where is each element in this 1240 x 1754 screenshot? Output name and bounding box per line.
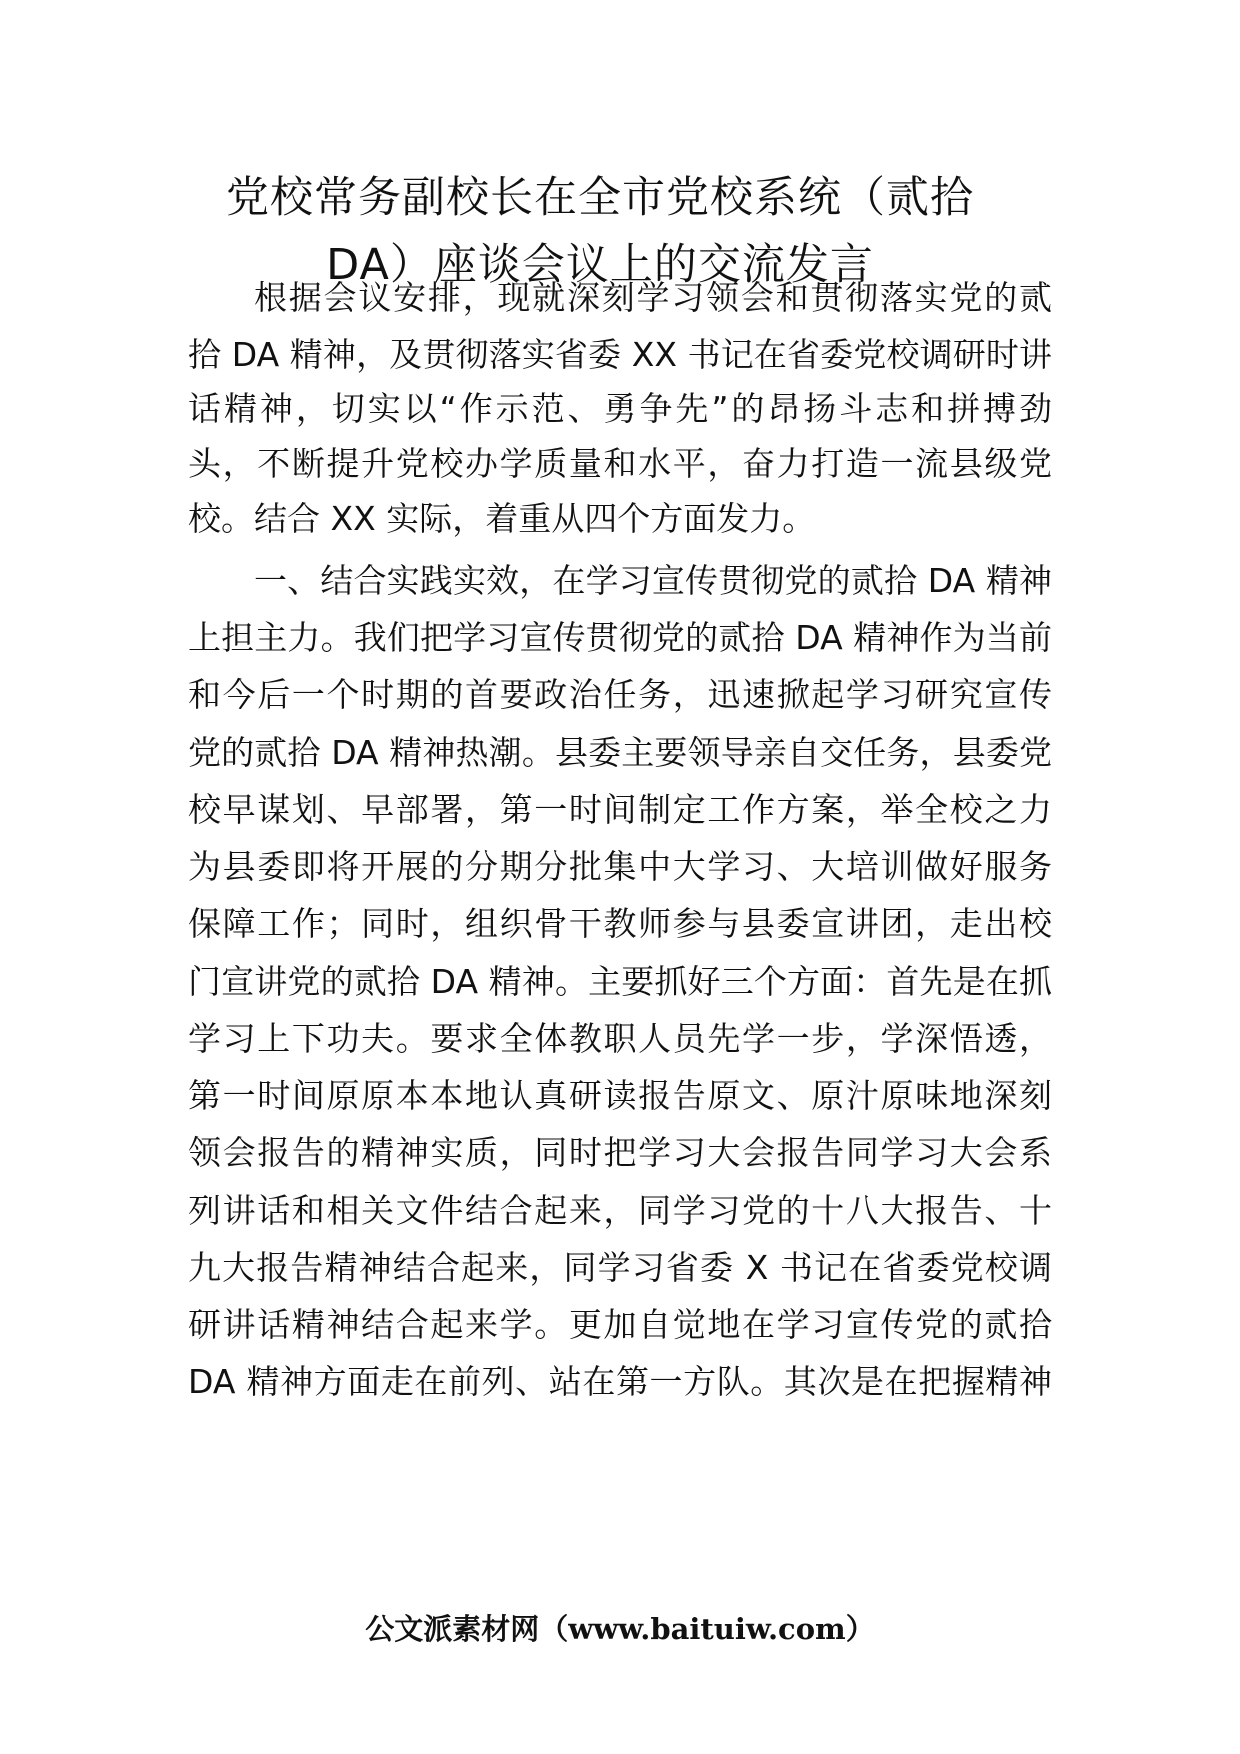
body-text-line: 上担主力。我们把学习宣传贯彻党的贰拾 DA 精神作为当前 <box>188 618 1052 657</box>
body-text-line: DA 精神方面走在前列、站在第一方队。其次是在把握精神 <box>188 1362 1052 1401</box>
body-text-line: 列讲话和相关文件结合起来，同学习党的十八大报告、十 <box>188 1191 1052 1230</box>
body-text-line: 门宣讲党的贰拾 DA 精神。主要抓好三个方面：首先是在抓 <box>188 962 1052 1001</box>
footer-watermark: 公文派素材网（www.baituiw.com） <box>365 1612 875 1646</box>
body-text-line: 学习上下功夫。要求全体教职人员先学一步，学深悟透， <box>188 1019 1052 1058</box>
body-text-line: 党的贰拾 DA 精神热潮。县委主要领导亲自交任务，县委党 <box>188 733 1052 772</box>
body-text-line: 保障工作；同时，组织骨干教师参与县委宣讲团，走出校 <box>188 904 1052 943</box>
body-text-line: 为县委即将开展的分期分批集中大学习、大培训做好服务 <box>188 847 1052 886</box>
body-text-line: 头，不断提升党校办学质量和水平，奋力打造一流县级党 <box>188 444 1052 483</box>
body-text-line: 校早谋划、早部署，第一时间制定工作方案，举全校之力 <box>188 790 1052 829</box>
body-text-line: 研讲话精神结合起来学。更加自觉地在学习宣传党的贰拾 <box>188 1305 1052 1344</box>
body-text-line: 九大报告精神结合起来，同学习省委 X 书记在省委党校调 <box>188 1248 1052 1287</box>
body-text-line: 校。结合 XX 实际，着重从四个方面发力。 <box>188 499 816 538</box>
body-text-line: 根据会议安排，现就深刻学习领会和贯彻落实党的贰 <box>254 278 1052 317</box>
document-title-line-1: 党校常务副校长在全市党校系统（贰拾 <box>226 173 974 223</box>
body-text-line: 和今后一个时期的首要政治任务，迅速掀起学习研究宣传 <box>188 675 1052 714</box>
body-text-line: 话精神，切实以“作示范、勇争先”的昂扬斗志和拼搏劲 <box>188 389 1052 428</box>
body-text-line: 第一时间原原本本地认真研读报告原文、原汁原味地深刻 <box>188 1076 1052 1115</box>
section-heading-line: 一、结合实践实效，在学习宣传贯彻党的贰拾 DA 精神 <box>254 561 1052 600</box>
body-text-line: 拾 DA 精神，及贯彻落实省委 XX 书记在省委党校调研时讲 <box>188 335 1052 374</box>
body-text-line: 领会报告的精神实质，同时把学习大会报告同学习大会系 <box>188 1133 1052 1172</box>
document-title-line-2: DA）座谈会议上的交流发言 <box>326 240 874 290</box>
